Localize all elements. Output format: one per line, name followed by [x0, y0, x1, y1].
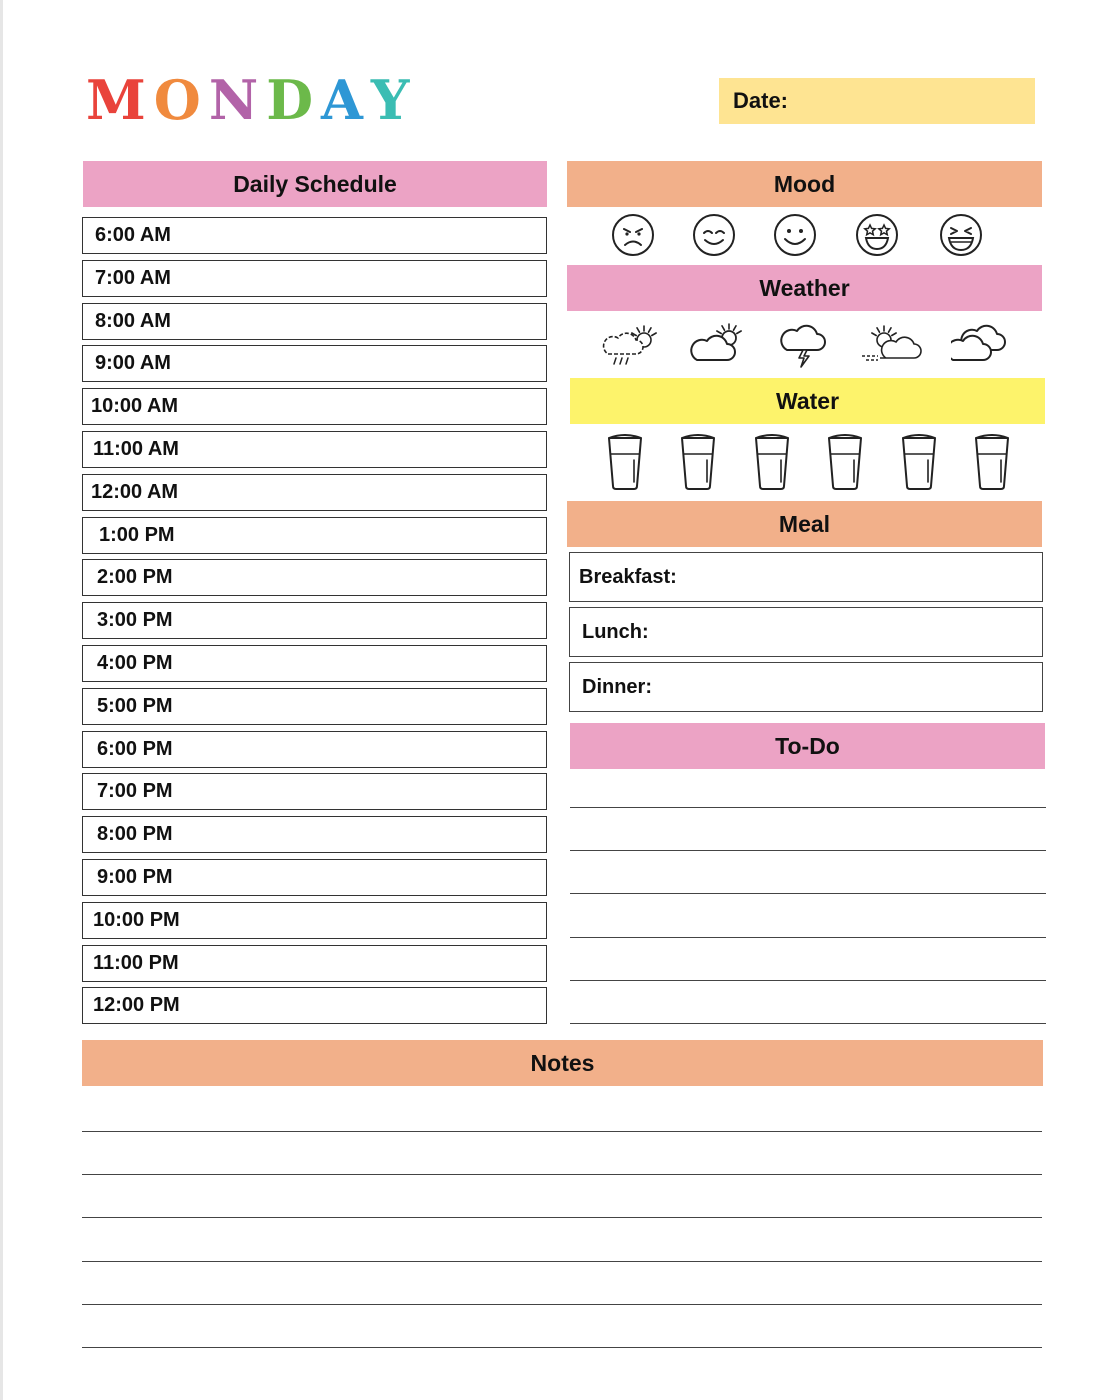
title-letter: N: [208, 68, 267, 132]
title-letter: Y: [370, 68, 418, 132]
title-letter: O: [153, 68, 209, 132]
schedule-slot[interactable]: [82, 474, 547, 511]
notes-line[interactable]: [82, 1304, 1042, 1305]
meal-header-label: Meal: [778, 510, 831, 537]
water-header: [570, 378, 1045, 424]
water-glass-icon[interactable]: [826, 432, 864, 492]
schedule-slot[interactable]: [82, 431, 547, 468]
todo-line[interactable]: [570, 980, 1046, 981]
schedule-slot-time: 3:00 PM: [97, 609, 173, 632]
sun-clouds-icon[interactable]: [860, 320, 922, 370]
schedule-slot[interactable]: [82, 902, 547, 939]
schedule-slot-time: 6:00 PM: [97, 737, 173, 760]
notes-line[interactable]: [82, 1174, 1042, 1175]
notes-line[interactable]: [82, 1261, 1042, 1262]
schedule-slot-time: 7:00 AM: [95, 266, 171, 289]
schedule-slot-time: 5:00 PM: [97, 694, 173, 717]
todo-line[interactable]: [570, 893, 1046, 894]
schedule-slot-time: 2:00 PM: [97, 566, 173, 589]
smiling-face-icon[interactable]: [773, 213, 817, 257]
title-letter: M: [86, 68, 154, 132]
water-glass-icon[interactable]: [606, 432, 644, 492]
notes-line[interactable]: [82, 1131, 1042, 1132]
water-glass-icon[interactable]: [900, 432, 938, 492]
date-label: Date:: [733, 88, 789, 113]
thunderstorm-icon[interactable]: [779, 320, 841, 370]
clouds-icon[interactable]: [951, 320, 1013, 370]
meal-field-label: Dinner:: [582, 675, 652, 698]
schedule-slot-time: 9:00 AM: [95, 352, 171, 375]
schedule-header: [83, 161, 547, 207]
schedule-slot[interactable]: [82, 260, 547, 297]
weather-header-label: Weather: [759, 274, 850, 301]
schedule-slot[interactable]: [82, 602, 547, 639]
page-title: [86, 68, 418, 132]
schedule-header-label: Daily Schedule: [233, 170, 397, 197]
sad-face-icon[interactable]: [611, 213, 655, 257]
schedule-slot-time: 10:00 AM: [91, 395, 179, 418]
schedule-slot-time: 7:00 PM: [97, 780, 173, 803]
laughing-face-icon[interactable]: [939, 213, 983, 257]
schedule-slot-time: 6:00 AM: [95, 224, 171, 246]
todo-header: [570, 723, 1045, 769]
schedule-slot-time: 11:00 AM: [93, 438, 179, 460]
mood-header-label: Mood: [773, 170, 836, 197]
schedule-slot-time: 12:00 PM: [93, 994, 180, 1017]
schedule-slot[interactable]: [82, 859, 547, 896]
meal-field[interactable]: [569, 662, 1043, 712]
water-glass-icon[interactable]: [753, 432, 791, 492]
rain-cloud-sun-icon[interactable]: [602, 320, 664, 370]
cloud-sun-icon[interactable]: [689, 320, 751, 370]
schedule-slot[interactable]: [82, 688, 547, 725]
schedule-slot[interactable]: [82, 217, 547, 254]
notes-line[interactable]: [82, 1217, 1042, 1218]
title-letter: D: [266, 68, 322, 132]
schedule-slot[interactable]: [82, 645, 547, 682]
schedule-slot[interactable]: [82, 559, 547, 596]
content-face-icon[interactable]: [692, 213, 736, 257]
schedule-slot[interactable]: [82, 945, 547, 982]
water-glass-icon[interactable]: [679, 432, 717, 492]
meal-field-label: Lunch:: [582, 620, 649, 643]
title-letter: A: [321, 68, 371, 132]
schedule-slot-time: 12:00 AM: [91, 480, 179, 503]
schedule-slot-time: 9:00 PM: [97, 866, 173, 888]
schedule-slot-time: 8:00 AM: [95, 309, 171, 332]
meal-header: [567, 501, 1042, 547]
schedule-slot-time: 1:00 PM: [99, 523, 175, 546]
schedule-slot[interactable]: [82, 517, 547, 554]
todo-header-label: To-Do: [775, 732, 840, 759]
todo-line[interactable]: [570, 850, 1046, 851]
meal-field-label: Breakfast:: [579, 565, 677, 588]
schedule-slot-time: 11:00 PM: [93, 951, 179, 974]
schedule-slot-time: 8:00 PM: [97, 823, 173, 846]
water-glass-icon[interactable]: [973, 432, 1011, 492]
notes-header: [82, 1040, 1043, 1086]
todo-line[interactable]: [570, 1023, 1046, 1024]
notes-line[interactable]: [82, 1347, 1042, 1348]
date-field[interactable]: [719, 78, 1035, 124]
weather-header: [567, 265, 1042, 311]
schedule-slot[interactable]: [82, 816, 547, 853]
page-edge: [0, 0, 3, 1400]
schedule-slot[interactable]: [82, 345, 547, 382]
star-eyes-face-icon[interactable]: [855, 213, 899, 257]
schedule-slot-time: 10:00 PM: [93, 908, 180, 931]
water-header-label: Water: [775, 387, 840, 414]
todo-line[interactable]: [570, 807, 1046, 808]
meal-field[interactable]: [569, 552, 1043, 602]
mood-header: [567, 161, 1042, 207]
schedule-slot[interactable]: [82, 987, 547, 1024]
schedule-slot[interactable]: [82, 303, 547, 340]
schedule-slot[interactable]: [82, 731, 547, 768]
todo-line[interactable]: [570, 937, 1046, 938]
meal-field[interactable]: [569, 607, 1043, 657]
schedule-slot[interactable]: [82, 388, 547, 425]
schedule-slot[interactable]: [82, 773, 547, 810]
schedule-slot-time: 4:00 PM: [97, 652, 173, 674]
notes-header-label: Notes: [530, 1049, 595, 1076]
